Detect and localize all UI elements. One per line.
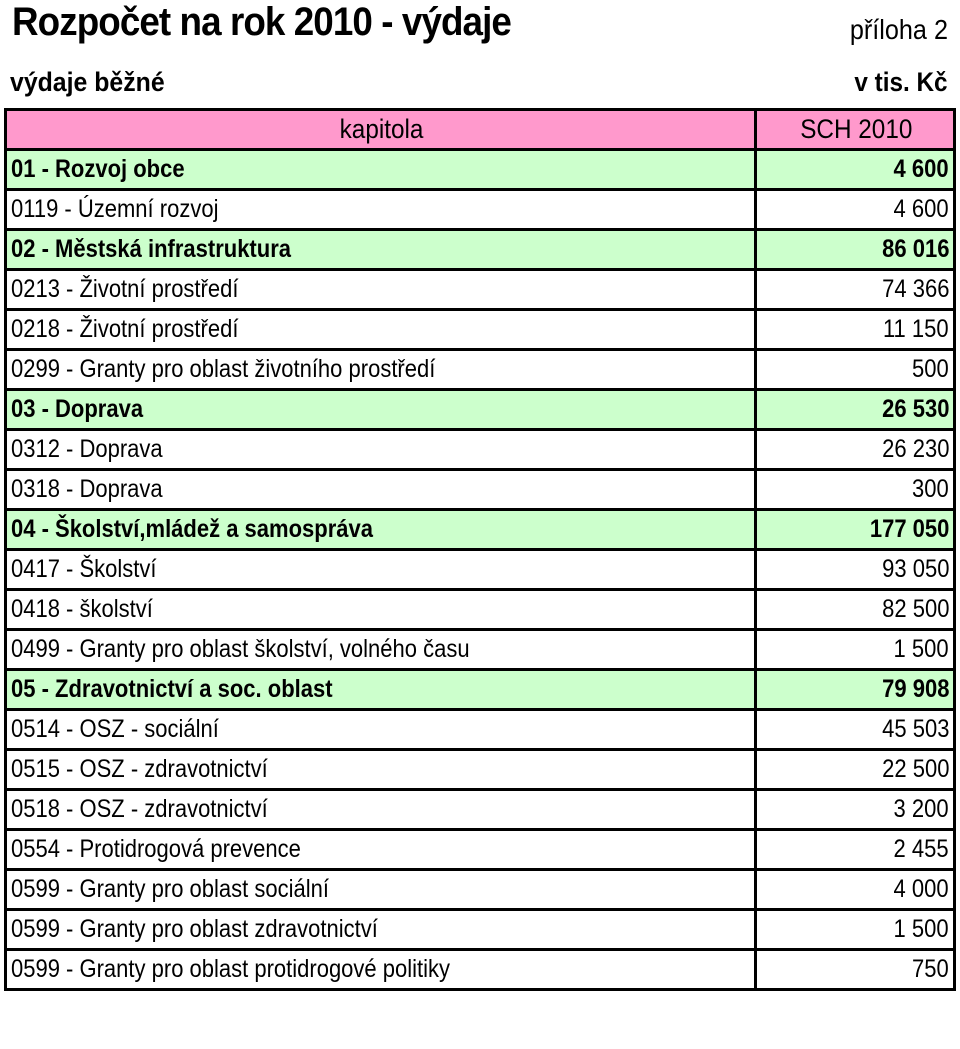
row-value: 4 600 [756,150,955,190]
table-row [6,590,955,630]
row-value: 26 530 [756,390,955,430]
row-label: 0119 - Územní rozvoj [6,190,756,230]
row-label: 0218 - Životní prostředí [6,310,756,350]
row-label: 0514 - OSZ - sociální [6,710,756,750]
row-label: 01 - Rozvoj obce [6,150,756,190]
row-value: 750 [756,950,955,990]
column-header-chapter: kapitola [6,110,756,150]
page-title: Rozpočet na rok 2010 - výdaje [12,0,511,44]
table-row [6,550,955,590]
row-value: 86 016 [756,230,955,270]
row-value: 79 908 [756,670,955,710]
table-row [6,310,955,350]
row-label: 0213 - Životní prostředí [6,270,756,310]
row-label: 03 - Doprava [6,390,756,430]
row-label: 0499 - Granty pro oblast školství, volného času [6,630,756,670]
row-label: 0418 - školství [6,590,756,630]
budget-table [4,108,956,991]
row-label: 0599 - Granty pro oblast protidrogové politiky [6,950,756,990]
chapter-row [6,670,955,710]
row-value: 22 500 [756,750,955,790]
row-value: 3 200 [756,790,955,830]
row-value: 11 150 [756,310,955,350]
unit-label: v tis. Kč [854,67,948,97]
table-row [6,910,955,950]
row-label: 0312 - Doprava [6,430,756,470]
row-label: 04 - Školství,mládež a samospráva [6,510,756,550]
table-row [6,710,955,750]
table-header-row [6,110,955,150]
row-value: 1 500 [756,630,955,670]
row-label: 0599 - Granty pro oblast zdravotnictví [6,910,756,950]
table-row [6,350,955,390]
row-value: 1 500 [756,910,955,950]
table-row [6,270,955,310]
table-row [6,630,955,670]
row-label: 0599 - Granty pro oblast sociální [6,870,756,910]
row-label: 0515 - OSZ - zdravotnictví [6,750,756,790]
row-value: 26 230 [756,430,955,470]
table-row [6,870,955,910]
row-value: 74 366 [756,270,955,310]
row-value: 45 503 [756,710,955,750]
table-row [6,830,955,870]
row-value: 500 [756,350,955,390]
row-label: 0518 - OSZ - zdravotnictví [6,790,756,830]
table-row [6,790,955,830]
row-value: 4 000 [756,870,955,910]
row-label: 0299 - Granty pro oblast životního prostředí [6,350,756,390]
table-row [6,950,955,990]
section-subtitle: výdaje běžné [10,67,165,97]
table-row [6,750,955,790]
row-label: 0417 - Školství [6,550,756,590]
row-value: 2 455 [756,830,955,870]
chapter-row [6,150,955,190]
row-value: 177 050 [756,510,955,550]
row-label: 0554 - Protidrogová prevence [6,830,756,870]
row-label: 0318 - Doprava [6,470,756,510]
table-row [6,470,955,510]
row-value: 93 050 [756,550,955,590]
chapter-row [6,390,955,430]
chapter-row [6,510,955,550]
row-label: 05 - Zdravotnictví a soc. oblast [6,670,756,710]
row-value: 4 600 [756,190,955,230]
row-value: 300 [756,470,955,510]
column-header-sch2010: SCH 2010 [756,110,955,150]
row-value: 82 500 [756,590,955,630]
row-label: 02 - Městská infrastruktura [6,230,756,270]
table-row [6,190,955,230]
chapter-row [6,230,955,270]
annex-label: příloha 2 [849,14,948,45]
table-row [6,430,955,470]
